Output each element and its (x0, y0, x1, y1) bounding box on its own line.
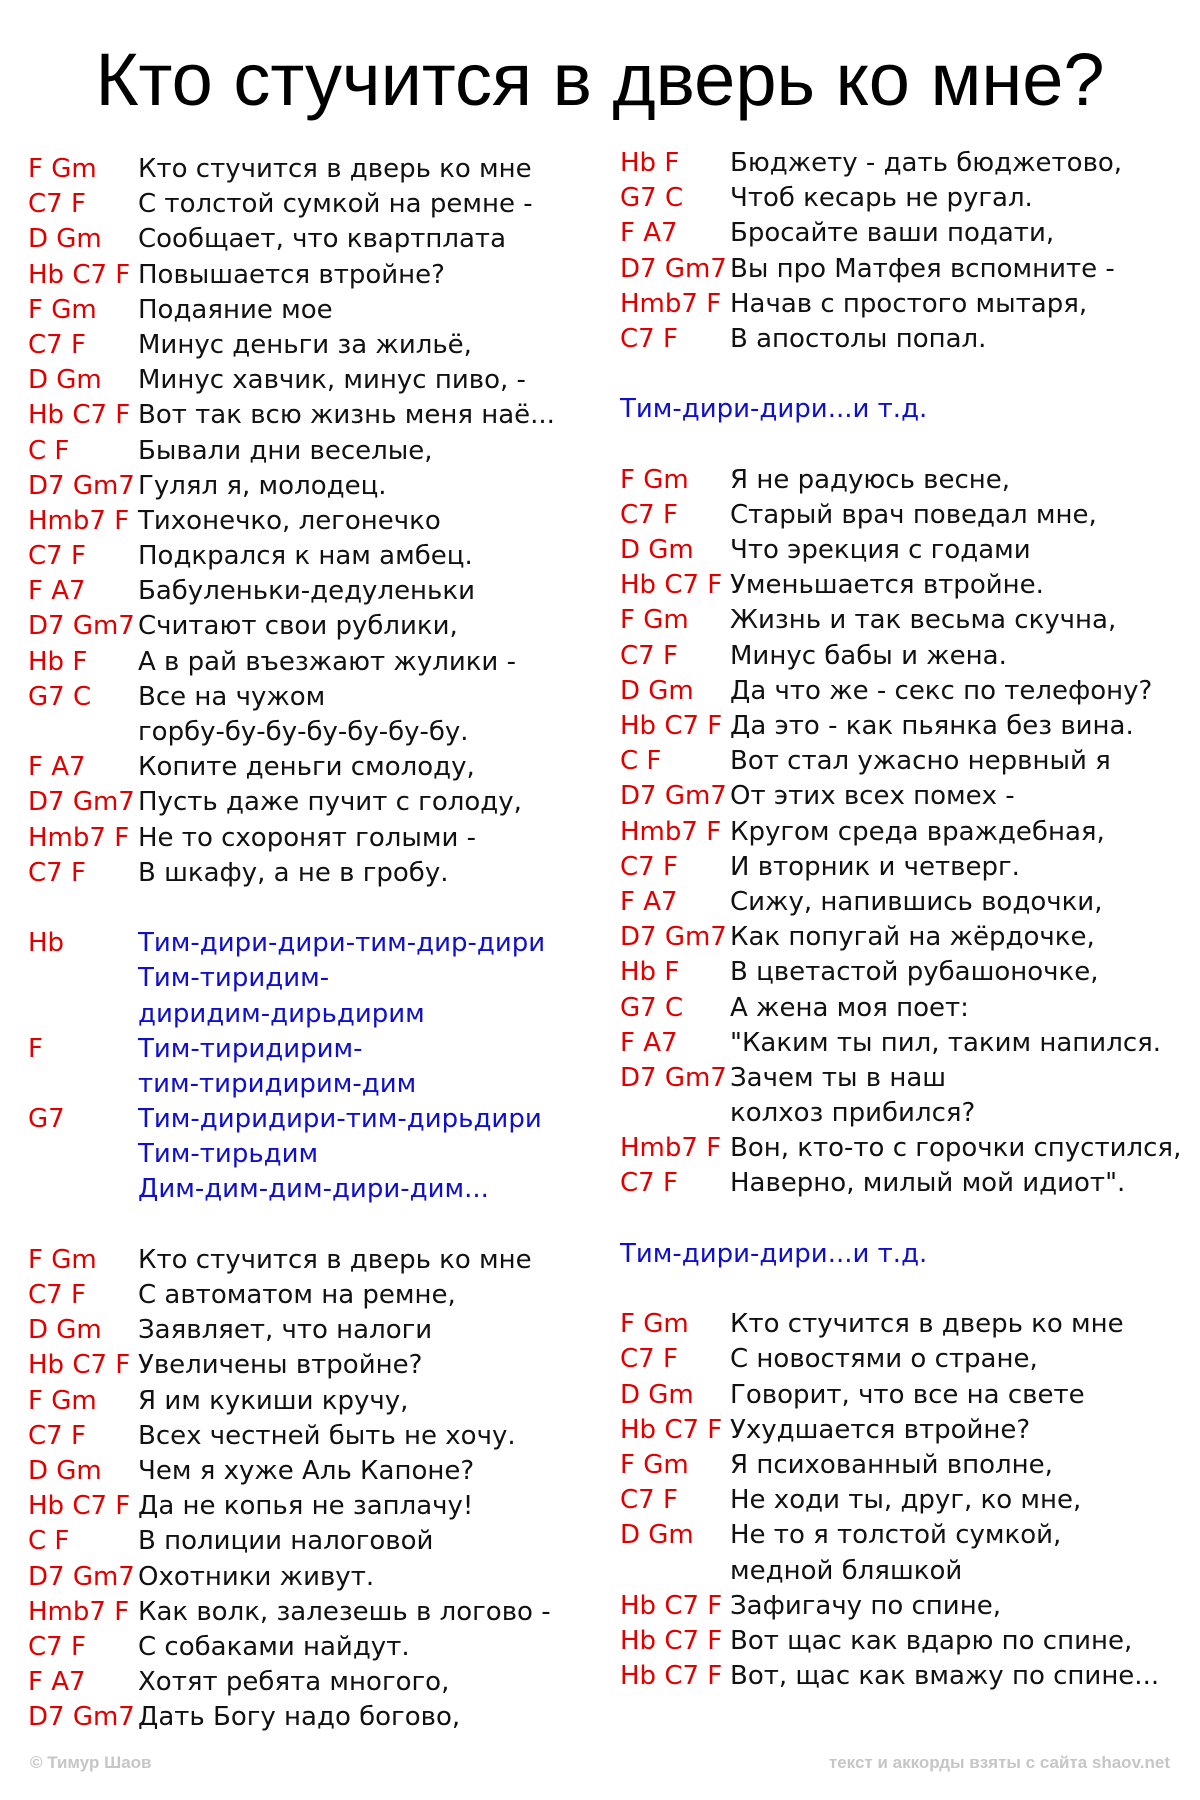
lyric-line (620, 322, 1190, 357)
lyric-text: Копите деньги смолоду, (138, 752, 475, 783)
lyric-line (28, 1454, 588, 1489)
lyric-line (620, 1413, 1190, 1448)
lyric-text: Я психованный вполне, (730, 1449, 1053, 1480)
lyric-text: Чем я хуже Аль Капоне? (138, 1455, 475, 1486)
chord-label: C7 F (620, 1344, 678, 1375)
chorus-line (620, 392, 1190, 427)
lyric-text: Вот щас как вдарю по спине, (730, 1625, 1133, 1656)
lyric-line (28, 680, 588, 715)
chord-label: D7 Gm7 (620, 1062, 727, 1093)
lyric-text: Тим-дири-дири...и т.д. (620, 394, 928, 425)
chord-label: C7 F (28, 189, 86, 220)
copyright-footer: © Тимур Шаов (30, 1753, 152, 1772)
chorus-line (28, 926, 588, 961)
lyric-line (620, 744, 1190, 779)
lyric-line (620, 1096, 1190, 1131)
lyric-text: В шкафу, а не в гробу. (138, 857, 449, 888)
lyric-line (620, 1448, 1190, 1483)
chord-label: F A7 (620, 1027, 678, 1058)
chord-label: Hb C7 F (28, 1491, 131, 1522)
chord-label: C F (620, 746, 662, 777)
chord-label: D Gm (620, 1520, 694, 1551)
chord-label: Hb F (620, 957, 680, 988)
lyric-line (28, 222, 588, 257)
chorus-line (28, 1067, 588, 1102)
chord-label: Hmb7 F (28, 1596, 130, 1627)
chorus-line (620, 1237, 1190, 1272)
lyric-text: Бабуленьки-дедуленьки (138, 576, 475, 607)
stanza-gap (28, 891, 588, 926)
lyric-text: Кто стучится в дверь ко мне (138, 1244, 532, 1275)
chord-label: C7 F (620, 323, 678, 354)
chord-label: F Gm (28, 154, 97, 184)
chord-label (28, 997, 138, 1032)
chord-label: Hb C7 F (620, 1414, 723, 1445)
chord-label (620, 1096, 730, 1131)
lyric-line (28, 785, 588, 820)
chorus-line (28, 961, 588, 996)
chord-label: D Gm (28, 1315, 102, 1346)
lyric-line (28, 1489, 588, 1524)
lyric-line (620, 146, 1190, 181)
chord-label: C7 F (620, 851, 678, 882)
lyric-line (620, 533, 1190, 568)
lyric-line (620, 1342, 1190, 1377)
lyric-text: Бюджету - дать бюджетово, (730, 148, 1123, 178)
lyric-line (28, 1665, 588, 1700)
lyric-line (28, 1384, 588, 1419)
chorus-line (28, 1102, 588, 1137)
chord-label: F A7 (28, 1667, 86, 1698)
chord-label: C7 F (28, 1420, 86, 1451)
lyric-line (620, 252, 1190, 287)
lyric-line (28, 1313, 588, 1348)
chord-label: D7 Gm7 (620, 253, 727, 284)
lyric-text: С автоматом на ремне, (138, 1280, 456, 1310)
chord-label: Hb C7 F (620, 1590, 723, 1621)
chord-label: D Gm (620, 675, 694, 706)
chord-label: F A7 (620, 218, 678, 249)
lyric-line (620, 1589, 1190, 1624)
lyric-line (620, 216, 1190, 251)
lyric-line (28, 469, 588, 504)
lyric-text: Хотят ребята многого, (138, 1667, 450, 1698)
lyric-line (620, 850, 1190, 885)
lyric-text: И вторник и четверг. (730, 851, 1020, 882)
chord-label: F Gm (28, 294, 97, 325)
chord-label: Hb C7 F (28, 400, 131, 431)
lyric-line (28, 258, 588, 293)
lyric-line (28, 750, 588, 785)
chord-label: C7 F (28, 857, 86, 888)
lyric-line (620, 181, 1190, 216)
lyric-line (620, 1378, 1190, 1413)
lyric-text: медной бляшкой (730, 1555, 963, 1586)
chord-label: D7 Gm7 (28, 1561, 135, 1592)
lyric-text: В полиции налоговой (138, 1526, 434, 1557)
lyric-text: колхоз прибился? (730, 1098, 976, 1129)
lyric-text: Вот стал ужасно нервный я (730, 746, 1111, 777)
lyric-text: Тихонечко, легонечко (138, 505, 441, 536)
lyric-text: Кто стучится в дверь ко мне (138, 154, 532, 184)
chord-label: Hmb7 F (620, 1133, 722, 1164)
stanza-gap (28, 1208, 588, 1243)
chorus-line (28, 1172, 588, 1207)
lyric-line (28, 1419, 588, 1454)
chorus-line (28, 1032, 588, 1067)
chord-label (28, 1067, 138, 1102)
lyric-line (28, 1243, 588, 1278)
chord-label: F Gm (28, 1385, 97, 1416)
lyric-line (620, 674, 1190, 709)
chord-label: C7 F (620, 640, 678, 671)
lyric-line (28, 398, 588, 433)
lyric-text: Минус бабы и жена. (730, 640, 1007, 671)
lyric-text: С собаками найдут. (138, 1631, 410, 1662)
chord-label: D Gm (28, 365, 102, 396)
lyric-text: Кто стучится в дверь ко мне (730, 1309, 1124, 1340)
lyric-text: Начав с простого мытаря, (730, 288, 1088, 319)
lyric-text: В апостолы попал. (730, 323, 987, 354)
lyric-text: Тим-дири-дири...и т.д. (620, 1238, 928, 1269)
lyric-line (620, 639, 1190, 674)
lyric-line (620, 603, 1190, 638)
lyric-text: Подкрался к нам амбец. (138, 541, 473, 572)
lyric-text: Я им кукиши кручу, (138, 1385, 409, 1416)
lyric-text: Минус деньги за жильё, (138, 329, 472, 360)
lyric-line (620, 1483, 1190, 1518)
chord-label: C7 F (28, 541, 86, 572)
lyric-text: Да что же - секс по телефону? (730, 675, 1153, 706)
lyric-line (620, 1624, 1190, 1659)
chord-label: G7 C (620, 992, 684, 1023)
chord-label: F Gm (620, 1309, 689, 1340)
stanza-gap (620, 1202, 1190, 1237)
lyric-text: тим-тиридирим-дим (138, 1068, 417, 1099)
chord-label: D Gm (620, 1379, 694, 1410)
lyric-text: Пусть даже пучит с голоду, (138, 787, 522, 818)
lyric-text: Минус хавчик, минус пиво, - (138, 365, 526, 396)
lyric-text: Не ходи ты, друг, ко мне, (730, 1485, 1082, 1516)
chord-label: F Gm (620, 605, 689, 636)
lyric-line (28, 1524, 588, 1559)
chord-label: Hmb7 F (28, 822, 130, 853)
stanza-gap (620, 357, 1190, 392)
lyric-line (620, 885, 1190, 920)
chord-label: Hb F (620, 148, 680, 178)
chord-label: C F (28, 1526, 70, 1557)
chord-label: F A7 (28, 752, 86, 783)
lyric-text: А в рай въезжают жулики - (138, 646, 516, 677)
chord-label: D Gm (28, 224, 102, 255)
lyric-line (620, 779, 1190, 814)
chord-label: C7 F (28, 329, 86, 360)
lyric-line (28, 187, 588, 222)
lyric-line (620, 1554, 1190, 1589)
lyric-text: Дим-дим-дим-дири-дим... (138, 1174, 489, 1205)
lyric-line (620, 991, 1190, 1026)
lyric-line (28, 363, 588, 398)
lyric-line (28, 434, 588, 469)
lyric-line (28, 539, 588, 574)
chord-label: C7 F (620, 1485, 678, 1516)
lyric-line (28, 1630, 588, 1665)
lyric-line (28, 645, 588, 680)
chord-label (28, 1172, 138, 1207)
lyric-line (28, 152, 588, 187)
lyric-text: Все на чужом (138, 681, 326, 712)
lyric-text: Всех честней быть не хочу. (138, 1420, 516, 1451)
left-column (28, 152, 588, 1735)
lyric-text: Тим-дири-дири-тим-дир-дири (138, 928, 546, 959)
chord-label: D7 Gm7 (28, 787, 135, 818)
lyric-line (620, 709, 1190, 744)
lyric-line (28, 574, 588, 609)
chord-label: C F (28, 435, 70, 466)
chord-label: F Gm (620, 1449, 689, 1480)
lyric-line (28, 1700, 588, 1735)
lyric-text: С новостями о стране, (730, 1344, 1038, 1375)
lyric-line (28, 609, 588, 644)
chord-label: D7 Gm7 (28, 611, 135, 642)
chord-label: F Gm (620, 464, 689, 495)
lyric-line (28, 293, 588, 328)
lyric-line (28, 1278, 588, 1313)
lyric-line (28, 328, 588, 363)
chord-label: F A7 (620, 886, 678, 917)
chord-label: Hb C7 F (28, 1350, 131, 1381)
chord-label: D7 Gm7 (620, 922, 727, 953)
chord-label: D Gm (620, 535, 694, 566)
lyric-line (620, 1166, 1190, 1201)
lyric-line (620, 1307, 1190, 1342)
chord-label: Hb C7 F (28, 259, 131, 290)
lyric-text: Сижу, напившись водочки, (730, 886, 1103, 917)
chorus-line (28, 1137, 588, 1172)
chord-label: Hb C7 F (620, 1661, 723, 1692)
lyric-line (28, 821, 588, 856)
lyric-text: Как волк, залезешь в логово - (138, 1596, 551, 1627)
chord-label: Hb F (28, 646, 88, 677)
lyric-line (28, 715, 588, 750)
lyric-line (620, 1659, 1190, 1694)
lyric-text: "Каким ты пил, таким напился. (730, 1027, 1162, 1058)
lyric-line (620, 1026, 1190, 1061)
chord-label (28, 715, 138, 750)
right-column (620, 146, 1190, 1694)
lyric-text: В цветастой рубашоночке, (730, 957, 1099, 988)
lyric-text: Я не радуюсь весне, (730, 464, 1011, 495)
chord-label: Hmb7 F (28, 505, 130, 536)
lyric-text: Охотники живут. (138, 1561, 375, 1592)
lyric-text: Да не копья не заплачу! (138, 1491, 474, 1522)
lyric-text: Дать Богу надо богово, (138, 1702, 461, 1733)
lyric-text: Ухудшается втройне? (730, 1414, 1031, 1445)
lyric-text: Бывали дни веселые, (138, 435, 433, 466)
lyric-text: Повышается втройне? (138, 259, 445, 290)
lyric-text: Вы про Матфея вспомните - (730, 253, 1115, 284)
lyric-text: Заявляет, что налоги (138, 1315, 433, 1346)
chord-label (28, 961, 138, 996)
chord-label (28, 1137, 138, 1172)
lyric-line (620, 955, 1190, 990)
lyric-line (620, 1131, 1190, 1166)
lyric-text: Зачем ты в наш (730, 1062, 947, 1093)
lyric-text: Что эрекция с годами (730, 535, 1031, 566)
lyric-text: Подаяние мое (138, 294, 333, 325)
chorus-line (28, 997, 588, 1032)
lyric-line (28, 1595, 588, 1630)
lyric-text: Тим-тирьдим (138, 1139, 319, 1170)
lyric-line (620, 463, 1190, 498)
lyric-text: Сообщает, что квартплата (138, 224, 507, 255)
chord-label (620, 1554, 730, 1589)
lyric-text: Уменьшается втройне. (730, 570, 1044, 601)
lyric-text: Тим-диридири-тим-дирьдири (138, 1104, 542, 1135)
lyric-text: Не то я толстой сумкой, (730, 1520, 1062, 1551)
song-title: Кто стучится в дверь ко мне? (95, 38, 1105, 121)
source-footer: текст и аккорды взяты с сайта shaov.net (828, 1753, 1170, 1772)
lyric-text: Чтоб кесарь не ругал. (730, 183, 1033, 214)
lyric-line (620, 920, 1190, 955)
chord-label: F Gm (28, 1244, 97, 1275)
lyric-text: Наверно, милый мой идиот". (730, 1168, 1126, 1199)
chord-label: G7 (28, 1104, 65, 1135)
chord-label: F A7 (28, 576, 86, 607)
chord-label: C7 F (620, 1168, 678, 1199)
chord-label: Hb C7 F (620, 570, 723, 601)
chord-label: Hmb7 F (620, 288, 722, 319)
lyric-line (28, 856, 588, 891)
lyric-text: От этих всех помех - (730, 781, 1015, 812)
lyric-text: Тим-тиридирим- (138, 1033, 363, 1064)
lyric-text: Кругом среда враждебная, (730, 816, 1105, 847)
chord-label: Hb C7 F (620, 1625, 723, 1656)
lyric-text: Тим-тиридим- (138, 963, 330, 994)
lyric-line (620, 498, 1190, 533)
lyric-text: Да это - как пьянка без вина. (730, 711, 1134, 741)
lyric-text: Старый врач поведал мне, (730, 499, 1097, 530)
lyric-text: Жизнь и так весьма скучна, (730, 605, 1117, 636)
stanza-gap (620, 428, 1190, 463)
lyric-line (620, 1061, 1190, 1096)
lyric-text: Вот, щас как вмажу по спине... (730, 1661, 1160, 1692)
lyric-line (620, 1518, 1190, 1553)
lyric-text: Как попугай на жёрдочке, (730, 922, 1095, 953)
chord-label: G7 C (28, 681, 92, 712)
lyric-text: Вот так всю жизнь меня наё... (138, 400, 555, 431)
chord-label: Hmb7 F (620, 816, 722, 847)
chord-label: G7 C (620, 183, 684, 214)
lyric-line (620, 815, 1190, 850)
lyric-text: Гулял я, молодец. (138, 470, 387, 501)
lyric-line (28, 1560, 588, 1595)
chord-label: D Gm (28, 1455, 102, 1486)
lyric-line (28, 1348, 588, 1383)
lyric-text: диридим-дирьдирим (138, 998, 425, 1029)
chord-label: Hb (28, 928, 65, 959)
lyric-text: горбу-бу-бу-бу-бу-бу-бу. (138, 717, 469, 747)
chord-label: F (28, 1033, 43, 1064)
lyric-text: Зафигачу по спине, (730, 1590, 1001, 1621)
chord-label: D7 Gm7 (620, 781, 727, 812)
lyric-line (620, 287, 1190, 322)
lyric-text: Говорит, что все на свете (730, 1379, 1085, 1410)
lyric-text: Бросайте ваши подати, (730, 218, 1055, 249)
lyric-text: С толстой сумкой на ремне - (138, 189, 533, 220)
chord-label: C7 F (28, 1280, 86, 1310)
chord-label: C7 F (620, 499, 678, 530)
lyric-text: Считают свои рублики, (138, 611, 458, 642)
chord-label: C7 F (28, 1631, 86, 1662)
lyric-text: Вон, кто-то с горочки спустился, (730, 1133, 1182, 1164)
stanza-gap (620, 1272, 1190, 1307)
chord-label: Hb C7 F (620, 711, 723, 741)
lyric-text: Не то схоронят голыми - (138, 822, 477, 853)
lyric-text: Увеличены втройне? (138, 1350, 423, 1381)
lyric-text: А жена моя поет: (730, 992, 969, 1023)
chord-label: D7 Gm7 (28, 1702, 135, 1733)
chord-label: D7 Gm7 (28, 470, 135, 501)
lyric-line (620, 568, 1190, 603)
lyric-line (28, 504, 588, 539)
